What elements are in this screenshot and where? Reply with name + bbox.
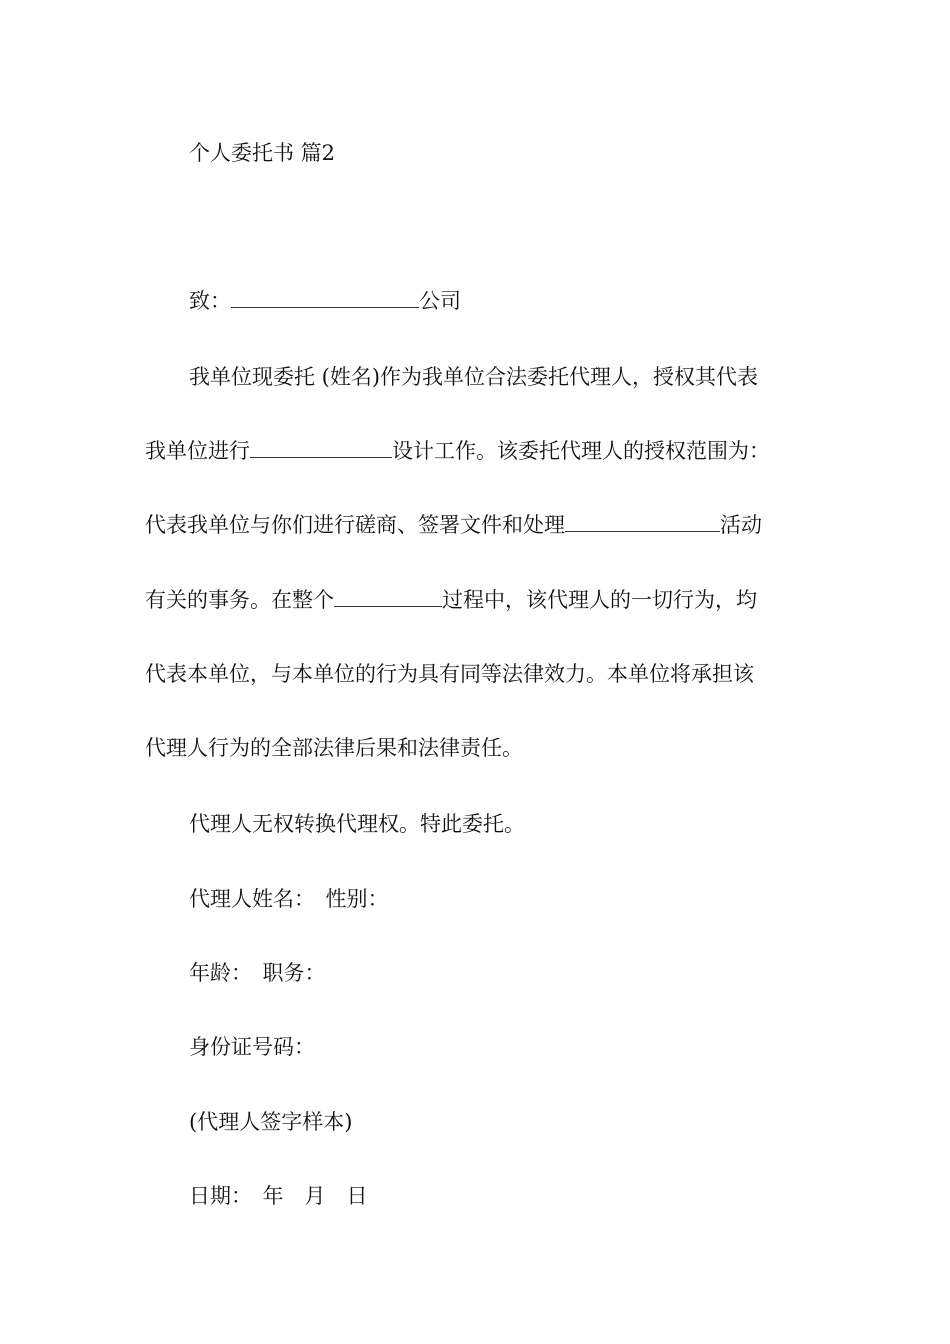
body-line-4-part-a: 有关的事务。在整个 bbox=[145, 588, 334, 612]
body-line-3 bbox=[145, 511, 810, 539]
activity-blank[interactable] bbox=[565, 511, 720, 532]
body-line-2-part-b: 设计工作。该委托代理人的授权范围为： bbox=[392, 439, 770, 463]
addressee-line bbox=[189, 287, 809, 315]
body-line-2 bbox=[145, 437, 810, 465]
body-line-6: 代理人行为的全部法律后果和法律责任。 bbox=[145, 736, 523, 760]
no-transfer-statement: 代理人无权转换代理权。特此委托。 bbox=[189, 812, 525, 836]
body-line-3-part-b: 活动 bbox=[720, 513, 762, 537]
body-line-5: 代表本单位，与本单位的行为具有同等法律效力。本单位将承担该 bbox=[145, 662, 754, 686]
id-number-field: 身份证号码： bbox=[189, 1035, 315, 1059]
agent-name-gender-field: 代理人姓名： 性别： bbox=[189, 887, 389, 911]
date-field: 日期： 年 月 日 bbox=[189, 1184, 368, 1208]
body-line-3-part-a: 代表我单位与你们进行磋商、签署文件和处理 bbox=[145, 513, 565, 537]
body-line-2-part-a: 我单位进行 bbox=[145, 439, 250, 463]
body-line-4-part-b: 过程中，该代理人的一切行为，均 bbox=[442, 588, 757, 612]
company-name-blank[interactable] bbox=[231, 287, 419, 308]
addressee-prefix: 致： bbox=[189, 289, 231, 313]
body-line-4 bbox=[145, 586, 810, 614]
body-line-1: 我单位现委托 (姓名)作为我单位合法委托代理人，授权其代表 bbox=[189, 365, 759, 389]
document-title: 个人委托书 篇2 bbox=[189, 141, 336, 165]
project-blank[interactable] bbox=[250, 437, 392, 458]
agent-age-position-field: 年龄： 职务： bbox=[189, 961, 326, 985]
process-blank[interactable] bbox=[334, 586, 442, 607]
signature-sample-label: (代理人签字样本) bbox=[189, 1110, 353, 1134]
addressee-suffix: 公司 bbox=[419, 289, 461, 313]
